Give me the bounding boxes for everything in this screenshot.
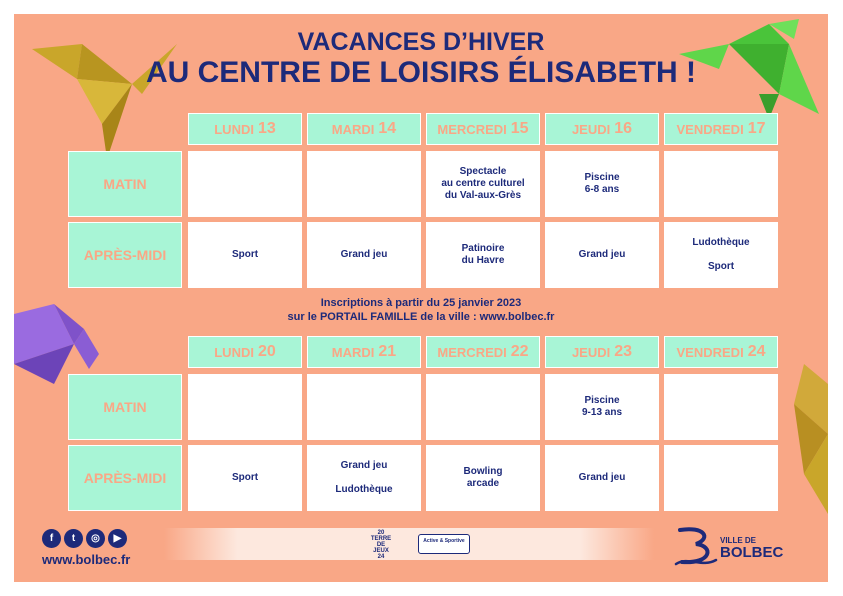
week1-afternoon-cell-4: Ludothèque Sport (664, 222, 778, 288)
week1-morning-cell-1 (307, 151, 421, 217)
week2-afternoon-label: APRÈS-MIDI (68, 445, 182, 511)
week1-day-header-3: JEUDI 16 (545, 113, 659, 145)
facebook-icon[interactable]: f (42, 529, 61, 548)
week2-afternoon-cell-0: Sport (188, 445, 302, 511)
week2-afternoon-cell-2: Bowling arcade (426, 445, 540, 511)
week1-day-header-2: MERCREDI 15 (426, 113, 540, 145)
title-line-2: AU CENTRE DE LOISIRS ÉLISABETH ! (145, 56, 697, 89)
terre-de-jeux-logo: 20 TERRE DE JEUX 24 (370, 530, 392, 560)
week2-day-header-0: LUNDI 20 (188, 336, 302, 368)
poster (14, 14, 828, 582)
week1-morning-cell-2: Spectacle au centre culturel du Val-aux-Grès (426, 151, 540, 217)
week2-morning-cell-1 (307, 374, 421, 440)
week2-day-header-1: MARDI 21 (307, 336, 421, 368)
week1-morning-cell-0 (188, 151, 302, 217)
week2-morning-cell-2 (426, 374, 540, 440)
instagram-icon[interactable]: ◎ (86, 529, 105, 548)
bolbec-b-icon (674, 524, 718, 568)
footer-strip (164, 528, 654, 560)
twitter-icon[interactable]: t (64, 529, 83, 548)
week2-morning-cell-0 (188, 374, 302, 440)
week1-morning-label: MATIN (68, 151, 182, 217)
youtube-icon[interactable]: ▶ (108, 529, 127, 548)
week2-day-header-3: JEUDI 23 (545, 336, 659, 368)
origami-animal-icon (784, 364, 828, 514)
week1-morning-cell-4 (664, 151, 778, 217)
bolbec-label: BOLBEC (720, 544, 784, 561)
week1-afternoon-cell-1: Grand jeu (307, 222, 421, 288)
week2-day-header-4: VENDREDI 24 (664, 336, 778, 368)
week2-afternoon-cell-1: Grand jeu Ludothèque (307, 445, 421, 511)
week2-afternoon-cell-3: Grand jeu (545, 445, 659, 511)
social-links (42, 529, 127, 548)
week2-morning-cell-3: Piscine 9-13 ans (545, 374, 659, 440)
week1-afternoon-label: APRÈS-MIDI (68, 222, 182, 288)
title-line-1: VACANCES D’HIVER (297, 28, 545, 56)
week1-afternoon-cell-2: Patinoire du Havre (426, 222, 540, 288)
registration-line-1: Inscriptions à partir du 25 janvier 2023 (320, 297, 522, 309)
week1-day-header-4: VENDREDI 17 (664, 113, 778, 145)
week1-morning-cell-3: Piscine 6-8 ans (545, 151, 659, 217)
week2-day-header-2: MERCREDI 22 (426, 336, 540, 368)
week1-day-header-1: MARDI 14 (307, 113, 421, 145)
registration-line-2[interactable]: sur le PORTAIL FAMILLE de la ville : www.bolbec.fr (287, 311, 555, 323)
ville-de-label: VILLE DE (720, 536, 757, 545)
active-sportive-logo: Active & Sportive (418, 534, 470, 554)
week1-afternoon-cell-0: Sport (188, 222, 302, 288)
website-link[interactable]: www.bolbec.fr (42, 552, 131, 567)
week2-morning-cell-4 (664, 374, 778, 440)
week1-day-header-0: LUNDI 13 (188, 113, 302, 145)
bolbec-logo (674, 522, 814, 572)
week2-morning-label: MATIN (68, 374, 182, 440)
week2-afternoon-cell-4 (664, 445, 778, 511)
week1-afternoon-cell-3: Grand jeu (545, 222, 659, 288)
